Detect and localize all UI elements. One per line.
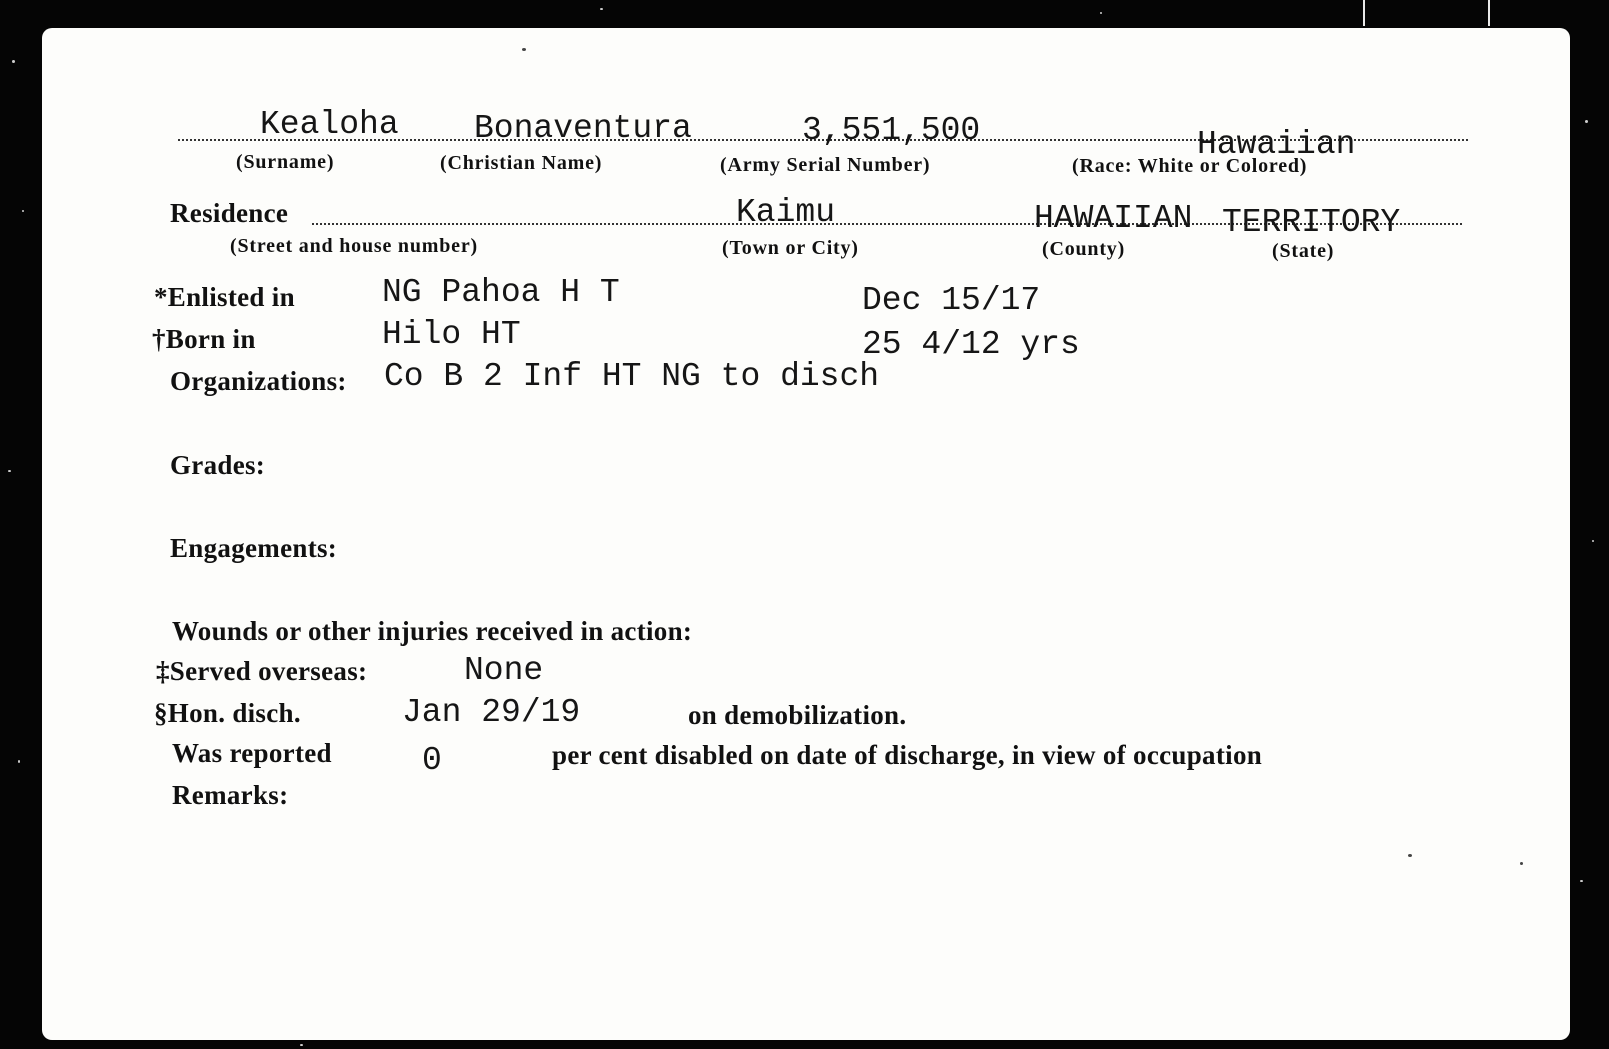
- enlisted-label: *Enlisted in: [154, 282, 295, 312]
- surname-value: Kealoha: [260, 106, 399, 143]
- card-speck: [1520, 862, 1523, 865]
- serial-number-value: 3,551,500: [802, 112, 981, 149]
- enlisted-place-value: NG Pahoa H T: [382, 274, 620, 311]
- surname-caption: (Surname): [236, 151, 335, 173]
- scan-speck: [1592, 540, 1594, 542]
- scan-speck: [8, 470, 11, 472]
- residence-county-value: HAWAIIAN: [1034, 200, 1193, 237]
- scan-speck: [12, 60, 15, 63]
- card-speck: [522, 48, 526, 51]
- service-record-card: [42, 28, 1570, 1040]
- honorable-discharge-date: Jan 29/19: [402, 694, 581, 731]
- residence-state-value: TERRITORY: [1222, 204, 1401, 241]
- scan-speck: [18, 760, 20, 763]
- served-overseas-label: ‡Served overseas:: [156, 656, 368, 686]
- town-caption: (Town or City): [722, 237, 859, 259]
- grades-label: Grades:: [170, 450, 266, 480]
- race-value: Hawaiian: [1197, 126, 1356, 163]
- scan-speck: [600, 8, 603, 10]
- honorable-discharge-label: §Hon. disch.: [154, 698, 301, 728]
- demobilization-text: on demobilization.: [688, 700, 907, 730]
- served-overseas-value: None: [464, 652, 544, 689]
- enlisted-date-value: Dec 15/17: [862, 282, 1041, 319]
- scan-speck: [22, 210, 24, 212]
- organizations-value: Co B 2 Inf HT NG to disch: [384, 358, 880, 395]
- scan-speck: [1100, 12, 1102, 14]
- organizations-label: Organizations:: [170, 366, 347, 396]
- christian-name-value: Bonaventura: [474, 110, 692, 147]
- scan-edge-mark: [1488, 0, 1490, 26]
- born-age-value: 25 4/12 yrs: [862, 326, 1080, 363]
- serial-number-caption: (Army Serial Number): [720, 154, 931, 176]
- scan-speck: [300, 1044, 303, 1046]
- born-place-value: Hilo HT: [382, 316, 521, 353]
- residence-town-value: Kaimu: [736, 194, 836, 231]
- wounds-label: Wounds or other injuries received in action:: [172, 616, 693, 646]
- born-label: †Born in: [152, 324, 256, 354]
- street-caption: (Street and house number): [230, 235, 478, 257]
- residence-label: Residence: [170, 198, 289, 228]
- race-caption: (Race: White or Colored): [1072, 155, 1308, 177]
- was-reported-label: Was reported: [172, 738, 332, 768]
- christian-name-caption: (Christian Name): [440, 152, 603, 174]
- scan-speck: [1580, 880, 1583, 882]
- scan-edge-mark: [1363, 0, 1365, 26]
- disability-percent-value: 0: [422, 742, 442, 779]
- remarks-label: Remarks:: [172, 780, 289, 810]
- disability-text: per cent disabled on date of discharge, in view of occupation: [552, 740, 1263, 770]
- scan-speck: [1585, 120, 1588, 123]
- card-speck: [1408, 854, 1412, 857]
- engagements-label: Engagements:: [170, 533, 338, 563]
- state-caption: (State): [1272, 240, 1335, 262]
- county-caption: (County): [1042, 238, 1126, 260]
